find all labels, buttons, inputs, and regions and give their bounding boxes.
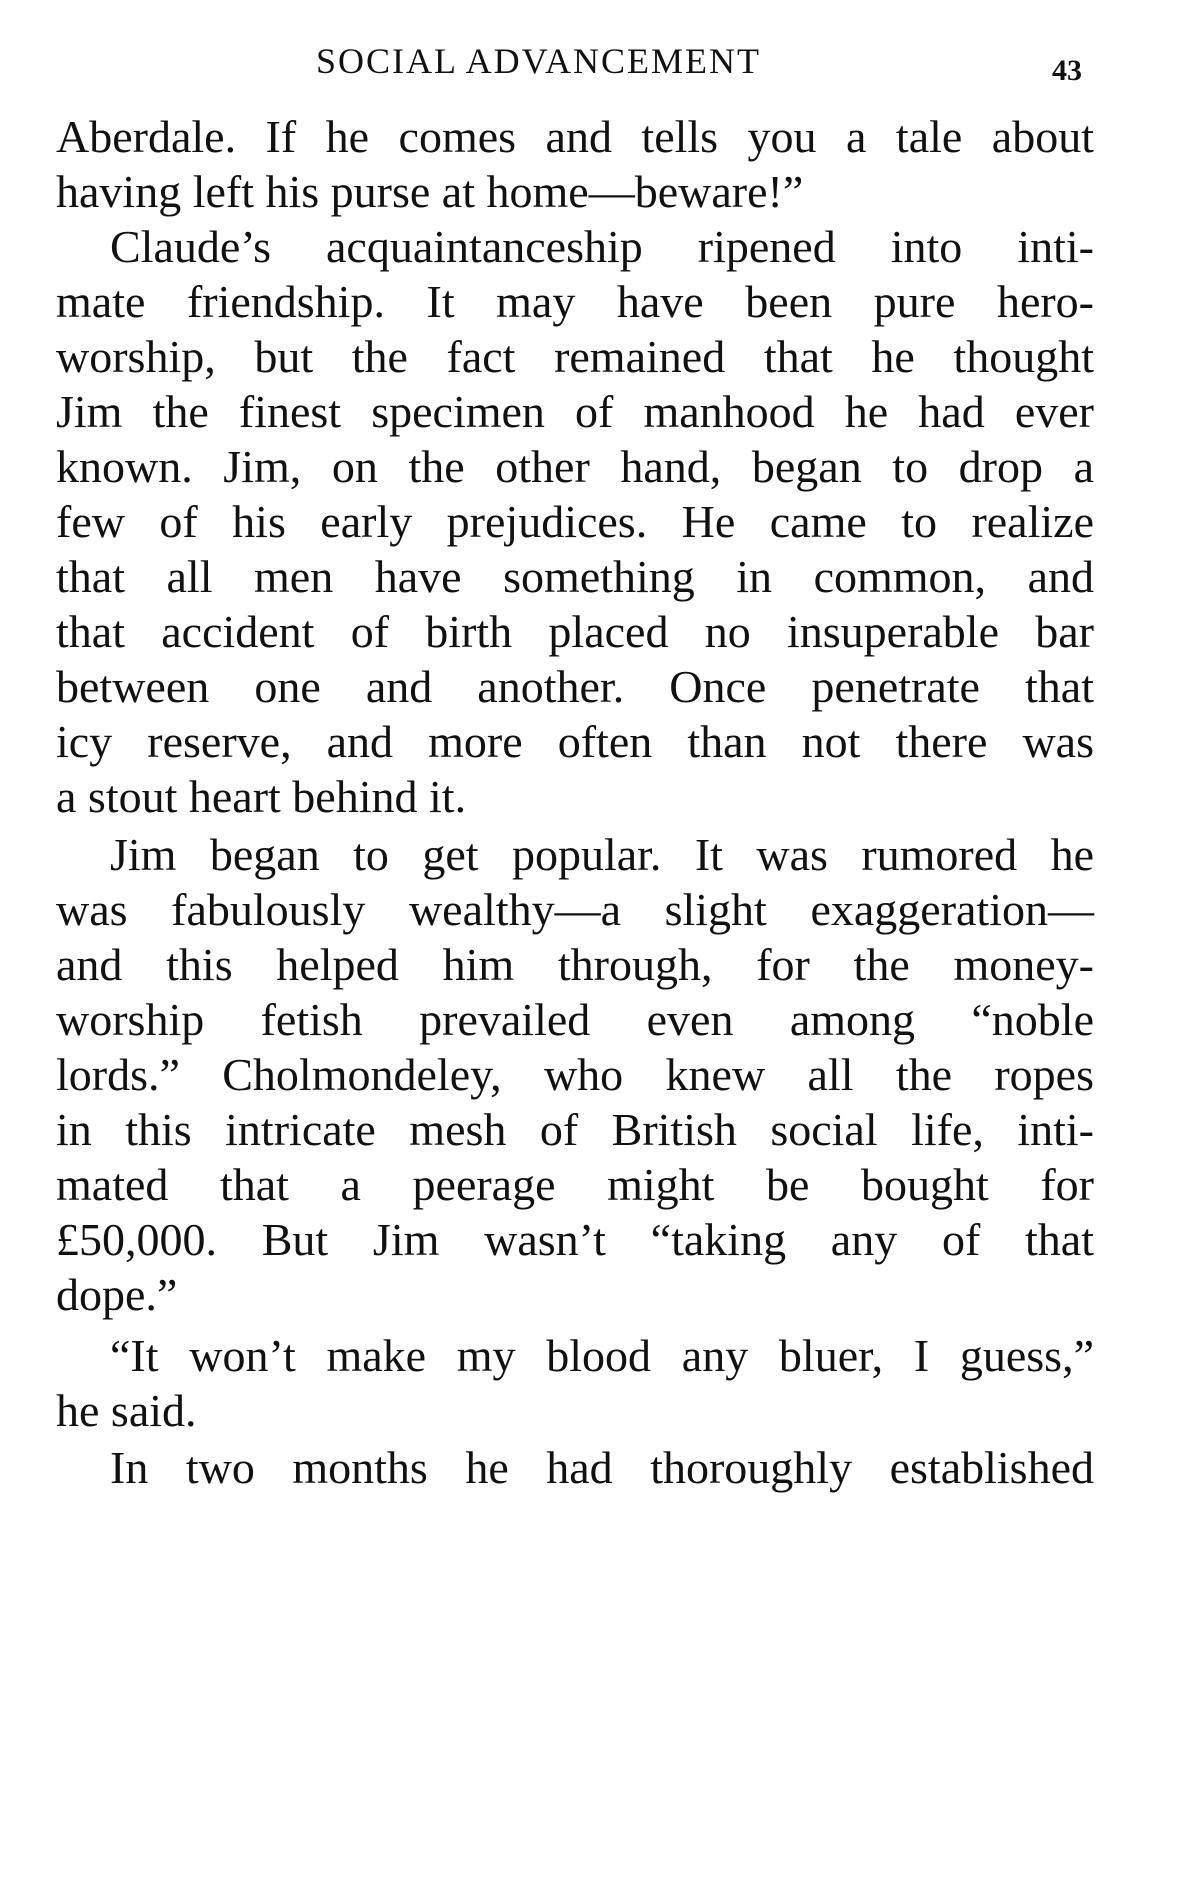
- text-line: and this helped him through, for the money-: [56, 939, 1094, 990]
- text-line: mated that a peerage might be bought for: [56, 1159, 1094, 1210]
- page-number: 43: [1052, 54, 1082, 87]
- text-line: Aberdale. If he comes and tells you a tale about: [56, 111, 1094, 162]
- text-line: Jim the finest specimen of manhood he had ever: [56, 386, 1094, 437]
- text-line: few of his early prejudices. He came to realize: [56, 496, 1094, 547]
- text-line: he said.: [56, 1385, 197, 1436]
- text-line: Jim began to get popular. It was rumored he: [110, 829, 1094, 880]
- text-line: in this intricate mesh of British social life, inti-: [56, 1104, 1094, 1155]
- text-line: between one and another. Once penetrate that: [56, 661, 1094, 712]
- text-line: having left his purse at home—beware!”: [56, 166, 804, 217]
- text-line: that accident of birth placed no insuperable bar: [56, 606, 1094, 657]
- text-line: In two months he had thoroughly established: [110, 1442, 1094, 1493]
- text-line: a stout heart behind it.: [56, 771, 467, 822]
- text-line: “It won’t make my blood any bluer, I guess,”: [110, 1330, 1094, 1381]
- text-line: worship, but the fact remained that he thought: [56, 331, 1094, 382]
- text-line: lords.” Cholmondeley, who knew all the ropes: [56, 1049, 1094, 1100]
- text-line: that all men have something in common, and: [56, 551, 1094, 602]
- text-line: was fabulously wealthy—a slight exaggeration—: [56, 884, 1094, 935]
- text-line: mate friendship. It may have been pure hero-: [56, 276, 1094, 327]
- running-title: SOCIAL ADVANCEMENT: [316, 41, 762, 81]
- text-line: dope.”: [56, 1269, 178, 1320]
- text-line: worship fetish prevailed even among “noble: [56, 994, 1094, 1045]
- text-line: Claude’s acquaintanceship ripened into inti-: [110, 221, 1094, 272]
- text-line: known. Jim, on the other hand, began to drop a: [56, 441, 1094, 492]
- text-line: £50,000. But Jim wasn’t “taking any of that: [56, 1214, 1094, 1265]
- text-line: icy reserve, and more often than not there was: [56, 716, 1094, 767]
